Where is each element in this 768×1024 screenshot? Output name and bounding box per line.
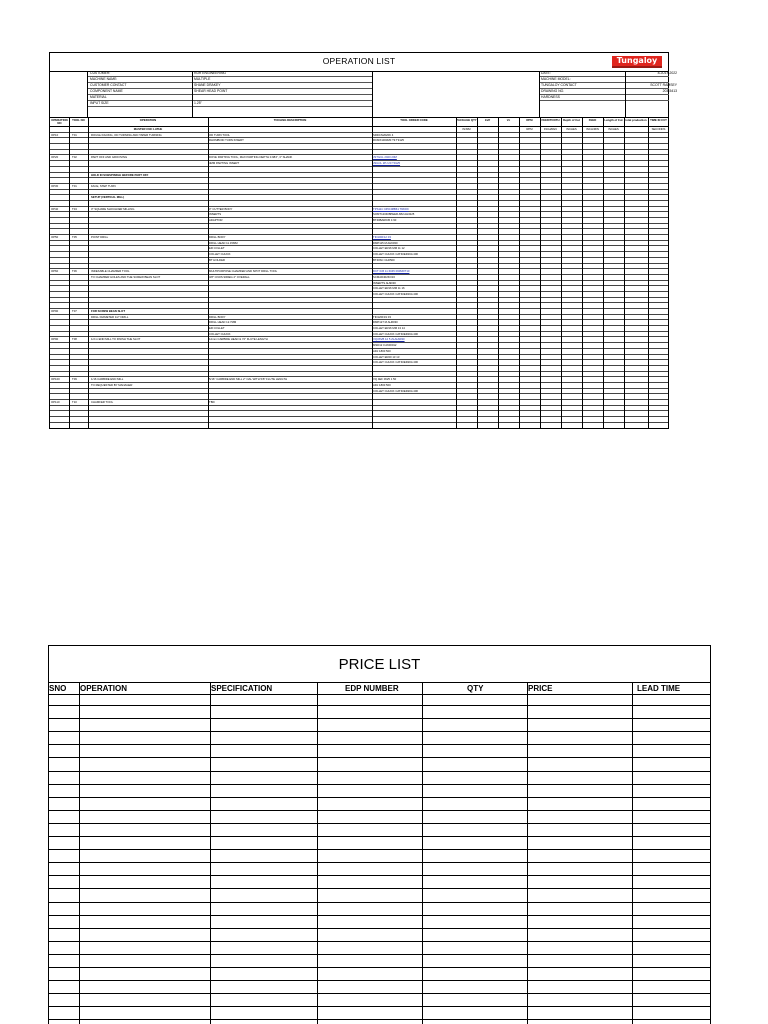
header-price: PRICE — [528, 684, 553, 693]
info-row — [88, 101, 372, 107]
operation-cell-order: ADJ 1800 500 — [373, 348, 391, 353]
operation-cell-op: 1/2 in END MILL TO FINISH THE SLOT — [91, 337, 141, 342]
info-label: MACHINE MODEL: — [541, 77, 571, 81]
operation-cell-tool: T09 — [72, 377, 77, 382]
price-row — [48, 811, 711, 824]
unit-loc: INCHES — [608, 127, 619, 131]
unit-package: IN/MM — [462, 127, 471, 131]
header-tool-no: TOOL NO — [72, 118, 85, 122]
operation-cell-op: INDEXABLE CHAMFER TOOL — [91, 269, 130, 274]
price-row — [48, 981, 711, 994]
header-feed-tooth: FEED/TOOTH — [541, 118, 560, 122]
operation-cell-op: 1/16 CARBIDE END MILL — [91, 377, 124, 382]
operation-cell-order: MSD12 0 A600012 — [373, 343, 397, 348]
operation-cell-op: FOR SCREW BEAN SLOT — [91, 309, 126, 313]
header-zeff: Zeff — [484, 118, 491, 122]
header-length-of-cut: Length of Cut — [604, 118, 623, 122]
operation-cell-order: COLLET ER20 13 13 — [373, 354, 400, 359]
operation-cell-order: RCMX1003M0 T9 T9125 — [373, 138, 404, 143]
unit-feed: INCH/MIN — [586, 127, 599, 131]
operation-cell-desc: ADAPTOR — [209, 218, 223, 222]
price-row — [48, 785, 711, 798]
operation-cell-op: SETUP (VERTICAL MILL) — [91, 195, 125, 200]
operation-cell-order[interactable]: DCT 045 11 6045 090MDT10 — [373, 269, 410, 274]
operation-cell-tool: T04 — [72, 206, 77, 211]
operation-cell-desc: INSERTS — [209, 212, 222, 217]
operation-cell-code: OP100 — [51, 377, 60, 382]
info-value: 203-5413 — [662, 89, 677, 93]
operation-cell-order: BT40SC CH0500 — [373, 257, 395, 262]
price-row — [48, 732, 711, 745]
price-row — [48, 824, 711, 837]
info-value: 8-JULY-2022 — [657, 71, 677, 75]
operation-cell-order: COLLET CHUCK CAT40ER16A 400 — [373, 331, 418, 336]
header-operation: OPERATION — [139, 118, 157, 122]
operation-cell-op: CHAMFER TOOL — [91, 400, 114, 404]
operation-cell-order: COLLET ER16 MM 13 14 — [373, 326, 405, 331]
info-value: 1.25" — [194, 101, 202, 105]
price-row — [48, 798, 711, 811]
price-row — [48, 758, 711, 771]
operation-cell-tool: T06 — [72, 269, 77, 274]
header-tooling-description: TOOLING DESCRIPTION — [273, 118, 307, 122]
operation-cell-desc: COLLET CHUCK — [209, 252, 231, 257]
operation-cell-desc: COLLET CHUCK — [209, 331, 231, 336]
operation-cell-desc: DRILL BODY — [209, 314, 226, 319]
price-row — [48, 942, 711, 955]
info-label: INPUT SIZE — [90, 101, 109, 105]
price-list-body — [48, 693, 711, 1020]
operation-cell-order: COLLET CHUCK CAT40ER16A 400 — [373, 291, 418, 296]
operation-cell-op: HOLD IN SUBSPINDLE BEFORE PART OFF — [91, 172, 149, 177]
price-row — [48, 706, 711, 719]
price-list-sheet — [48, 645, 711, 1024]
operation-cell-order: VQ 4EF 0625 1 50 — [373, 377, 397, 382]
operation-cell-desc: 3" CUTTER BODY — [209, 206, 233, 211]
operation-list-title: OPERATION LIST — [322, 56, 396, 66]
operation-cell-desc: MULTIPURPOSE CHAMFER AND SPOT DRILL TOOL — [209, 269, 278, 274]
info-value: SHEAR HEAD POINT — [194, 89, 228, 93]
info-label: HARDNESS — [541, 95, 560, 99]
header-feed: FEED — [588, 118, 597, 122]
price-row — [48, 916, 711, 929]
info-label: TUNGALOY CONTACT — [541, 83, 577, 87]
operation-cell-code: OP20 — [51, 155, 59, 160]
header-time-in-cut: TIME IN CUT — [650, 118, 667, 122]
operation-cell-desc: ER COLLET — [209, 326, 225, 331]
header-operation: OPERATION — [80, 684, 127, 693]
operation-cell-order: DMP115 M AH6030 — [373, 240, 398, 245]
operation-cell-code: OP10 — [51, 132, 59, 137]
price-row — [48, 876, 711, 889]
header-package-qty: PACKAGE QTY — [456, 118, 477, 122]
operation-table-body — [50, 127, 668, 423]
operation-cell-order: COLLET CHUCK CAT40ER20A 400 — [373, 360, 418, 365]
operation-cell-order[interactable]: TID100F12 03 — [373, 235, 391, 240]
operation-cell-code: OP40 — [51, 206, 59, 211]
price-row — [48, 1007, 711, 1020]
price-row — [48, 745, 711, 758]
info-label: COMPONENT NAME — [90, 89, 123, 93]
operation-cell-desc: DRILL HEAD 11.15MM — [209, 240, 238, 245]
operation-cell-order: COLLET ER16 MM 11 16 — [373, 286, 405, 291]
operation-cell-code: OP110 — [51, 400, 60, 404]
operation-list-sheet — [49, 52, 677, 429]
job-info-right — [539, 71, 677, 101]
operation-cell-order: INSERTS AH9030 — [373, 280, 396, 285]
operation-cell-desc: 4MM PARTING INSERT — [209, 161, 240, 166]
operation-cell-desc: 5/16" CARBIDE END MILL 2" OAL WITH 5/8" FLUTE LENGTH — [209, 377, 288, 382]
operation-cell-order: BT40BAR045 4 90 — [373, 218, 397, 222]
price-row — [48, 850, 711, 863]
price-row — [48, 889, 711, 902]
operation-cell-desc: BT HOLDER — [209, 257, 225, 262]
operation-cell-code: OP50 — [51, 235, 59, 240]
operation-cell-op: TO REQUESTED BY MANAGER — [91, 382, 133, 387]
operation-cell-order: COLLET CHUCK CAT40ER20A 400 — [373, 388, 418, 393]
operation-cell-order: TID120F19 03 — [373, 314, 391, 319]
price-list-title: PRICE LIST — [338, 656, 421, 673]
price-row — [48, 994, 711, 1007]
operation-list-title-row — [50, 53, 668, 72]
info-label: CUSTOMER: — [90, 71, 111, 75]
info-label: MATERIAL — [90, 95, 107, 99]
info-label: CUSTOMER CONTACT — [90, 83, 127, 87]
operation-cell-order: COLLET ER16 MM 11 12 — [373, 246, 405, 251]
header-op-no: OPERATION NO — [51, 118, 68, 126]
operation-cell-desc: DRILL BODY — [209, 235, 226, 240]
price-row — [48, 955, 711, 968]
price-row — [48, 929, 711, 942]
unit-doc: INCHES — [566, 127, 577, 131]
operation-cell-op: PART OFF AND GROOVING — [91, 155, 128, 160]
operation-cell-tool: T01 — [72, 183, 77, 188]
operation-cell-tool: T02 — [72, 155, 77, 160]
operation-cell-desc: 12mm CARBIDE HEAD & 72" FLUTE LENGTH — [209, 337, 268, 342]
info-label: DATE: — [541, 71, 551, 75]
unit-time: SECONDS — [651, 127, 666, 131]
price-row — [48, 772, 711, 785]
operation-cell-desc: RHOMBOID TURN INSERT — [209, 138, 244, 143]
header-edp-number: EDP NUMBER — [345, 684, 399, 693]
info-label: DRAWING NO. — [541, 89, 565, 93]
operation-cell-desc: OD TURN TOOL — [209, 132, 230, 137]
operation-cell-order: DMP127 M AH6030 — [373, 320, 398, 325]
operation-cell-tool: T10 — [72, 400, 77, 404]
operation-cell-op: POINT DRILL — [91, 235, 109, 240]
operation-cell-code: OP90 — [51, 337, 59, 342]
unit-operation: MASTER CNC LATHE — [133, 127, 163, 131]
operation-cell-tool: T01 — [72, 132, 77, 137]
operation-cell-tool: T08 — [72, 337, 77, 342]
operation-row — [50, 417, 668, 423]
unit-rpm: RPM — [526, 127, 533, 131]
info-label: MACHINE NAME: — [90, 77, 118, 81]
operation-cell-op: 3" SQUARE SHOULDER MILLING — [91, 206, 135, 211]
info-value: SCOTT RAMSEY — [650, 83, 677, 87]
operation-table-header — [50, 117, 668, 127]
operation-cell-order: SCMAD402KO16 — [373, 274, 395, 279]
operation-cell-order[interactable]: JSTGUL 2020 20M — [373, 155, 397, 160]
header-tool-order-code: TOOL ORDER CODE — [400, 118, 428, 122]
operation-cell-desc: 3/8" CNOS 90DEG 2" OVERALL — [209, 274, 250, 279]
header-vc: Vc — [506, 118, 511, 122]
info-value: MULTIPLE — [194, 77, 211, 81]
operation-cell-order[interactable]: TPS11C 045C08B61 TRD09 — [373, 206, 409, 211]
price-row — [48, 837, 711, 850]
operation-cell-order: SOMT120408PEER-MM AH3225 — [373, 212, 415, 217]
info-value: RDR ENGINEERING — [194, 71, 227, 75]
header-rpm: RPM — [526, 118, 533, 122]
unit-feed_rev: INCH/REV — [543, 127, 558, 131]
operation-cell-desc: TBD — [209, 400, 215, 404]
info-row — [539, 95, 669, 101]
info-value: SHANE DRAKEY — [194, 83, 221, 87]
job-info-left — [88, 71, 372, 107]
operation-cell-op: FACE, STEP TURN — [91, 183, 116, 188]
header-sno: SNO — [49, 684, 67, 693]
header-total-production: total production — [625, 118, 647, 122]
operation-cell-order[interactable]: JSGCL 2PJ 20 T9125 — [373, 161, 401, 166]
operation-cell-desc: ER COLLET — [209, 246, 225, 251]
operation-cell-code: OP30 — [51, 183, 59, 188]
operation-cell-order: COLLET CHUCK CAT40ER16A 400 — [373, 252, 418, 257]
operation-cell-tool: T05 — [72, 235, 77, 240]
operation-cell-tool: T07 — [72, 309, 77, 313]
header-qty: QTY — [467, 684, 484, 693]
operation-cell-order: ADJ 1800 500 — [373, 382, 391, 387]
header-specification: SPECIFICATION — [211, 684, 273, 693]
operation-cell-code: OP60 — [51, 269, 59, 274]
price-row — [48, 719, 711, 732]
price-row — [48, 863, 711, 876]
operation-cell-op: TO CHAMFER HOLES AND THE SCREW BEAN SLOT — [91, 274, 161, 279]
operation-cell-op: DRILL DIAMETER 1/2" DRILL — [91, 314, 129, 319]
operation-cell-desc: DRILL HEAD 12.7MM — [209, 320, 237, 325]
price-row — [48, 968, 711, 981]
operation-cell-op: ROUGH FACING, OD TURNING AND TAPER TURNING — [91, 132, 162, 137]
operation-cell-order[interactable]: VQ4SVB 12 5 ZLAH9030 — [373, 337, 405, 342]
price-row — [48, 693, 711, 706]
header-lead-time: LEAD TIME — [637, 684, 681, 693]
header-depth-of-cut: Depth of Cut — [563, 118, 580, 122]
price-row — [48, 903, 711, 916]
operation-cell-desc: DOVE PARTING TOOL, MAX PARTING DEPTH 0.984", 3" SHANK — [209, 155, 293, 160]
tungaloy-logo: Tungaloy — [612, 56, 662, 68]
operation-cell-order: SRDCN2020K 4 — [373, 132, 394, 137]
operation-cell-code: OP90 — [51, 309, 59, 313]
